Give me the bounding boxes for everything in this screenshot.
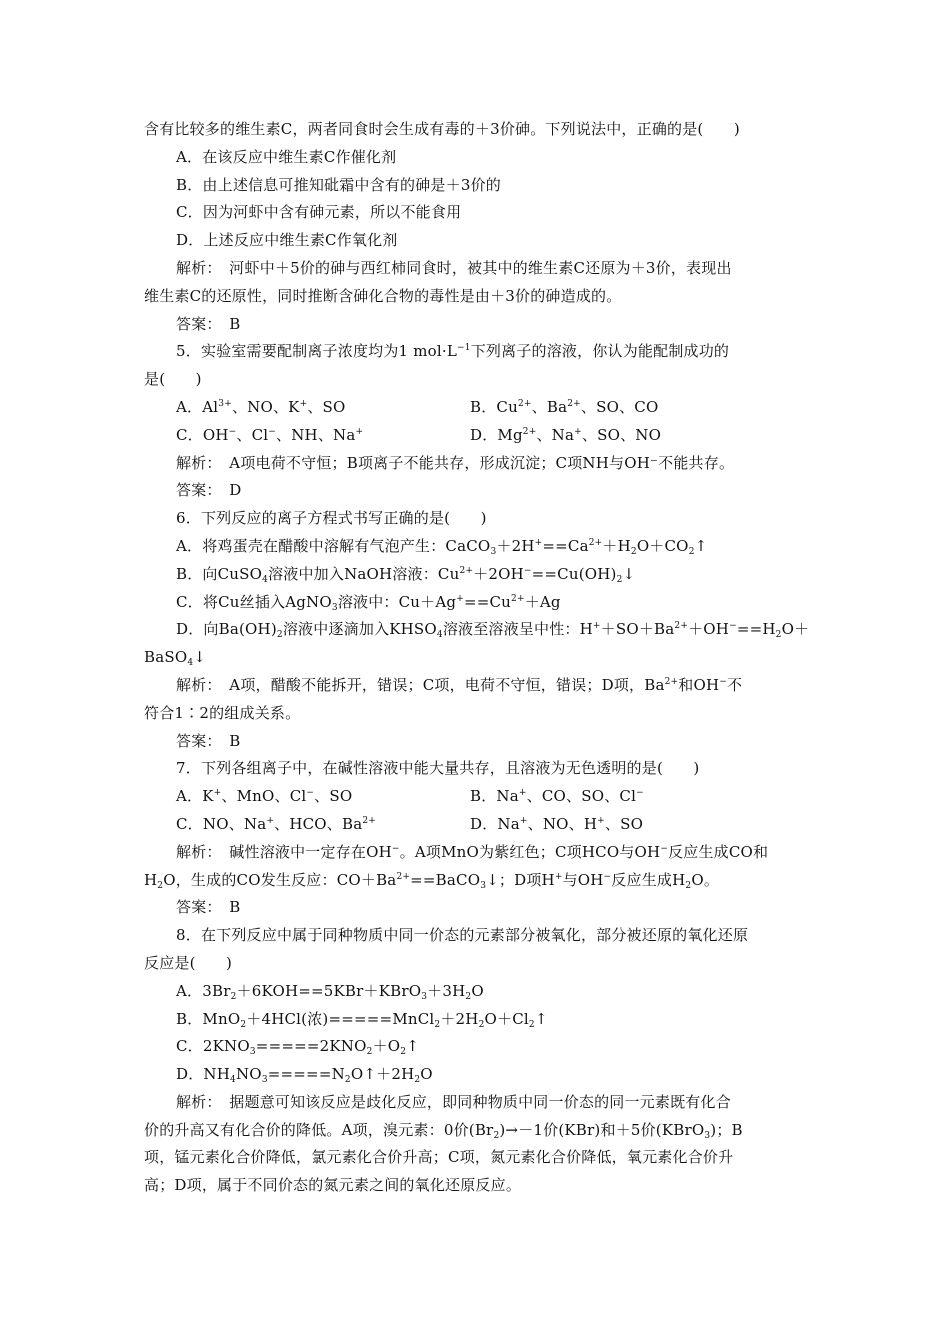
option-cell: D．Na+、NO、H+、SO <box>470 814 644 833</box>
text-line: $H_2O$，生成的CO发生反应：$CO+Ba^{2+}==BaCO_3↓$；D项H+与OH−反应生成$H_2O$。 <box>144 870 720 891</box>
text-line: D．向$Ba(OH)_2$溶液中逐滴加入$KHSO_4$溶液至溶液呈中性：$H^++SO+Ba^{2+}+OH^-==H_2O+$ <box>176 620 810 641</box>
option-cell: C．OH−、Cl−、NH、Na+ <box>176 425 364 444</box>
text-line: D．上述反应中维生素C作氧化剂 <box>176 231 398 250</box>
text-line: 反应是( ) <box>144 953 233 972</box>
text-line: B．由上述信息可推知砒霜中含有的砷是＋3价的 <box>176 175 501 194</box>
option-cell: B．$Cu^{2+}$、$Ba^{2+}$、SO、CO <box>470 397 659 416</box>
option-cell: A．K+、MnO、Cl−、SO <box>176 787 353 806</box>
text-line: 符合1∶2的组成关系。 <box>144 703 301 722</box>
option-row <box>144 422 808 450</box>
text-line: A．将鸡蛋壳在醋酸中溶解有气泡产生：$CaCO_3+2H^+==Ca^{2+}+H_2O+CO_2↑$ <box>176 536 708 557</box>
text-line: 项，锰元素化合价降低，氯元素化合价升高；C项，氮元素化合价降低，氧元素化合价升 <box>144 1148 734 1167</box>
option-row <box>144 811 808 839</box>
option-cell: A．$Al^{3+}$、NO、K+、SO <box>176 397 346 416</box>
text-line: C．将Cu丝插入AgNO$_3$溶液中：$Cu+Ag^+==Cu^{2+}+Ag$ <box>176 592 561 613</box>
option-row <box>144 394 808 422</box>
text-line: D．$NH_4NO_3=====N_2O↑+2H_2O$ <box>176 1065 433 1086</box>
text-line: 答案： B <box>176 731 241 750</box>
text-line: 解析： 碱性溶液中一定存在OH−。A项MnO为紫红色；C项HCO与OH−反应生成CO和 <box>176 842 769 861</box>
text-line: 价的升高又有化合价的降低。A项，溴元素：0价$(Br_2)\to-1$价(KBr)和＋5价(KBrO$_3$)；B <box>144 1120 743 1141</box>
text-line: 答案： B <box>176 898 241 917</box>
text-line: 含有比较多的维生素C，两者同食时会生成有毒的＋3价砷。下列说法中，正确的是( ) <box>144 120 740 138</box>
text-line: A．$3Br_2+6KOH==5KBr+KBrO_3+3H_2O$ <box>176 981 484 1002</box>
text-line: 解析： 河虾中＋5价的砷与西红柿同食时，被其中的维生素C还原为＋3价，表现出 <box>176 258 732 277</box>
text-line: 6．下列反应的离子方程式书写正确的是( ) <box>176 509 487 528</box>
text-line: 7．下列各组离子中，在碱性溶液中能大量共存，且溶液为无色透明的是( ) <box>176 759 700 778</box>
text-line: 维生素C的还原性，同时推断含砷化合物的毒性是由＋3价的砷造成的。 <box>144 286 622 305</box>
text-line: A．在该反应中维生素C作催化剂 <box>176 147 397 166</box>
text-line: 答案： B <box>176 314 241 333</box>
text-line: 答案： D <box>176 481 242 500</box>
option-cell: C．NO、Na+、HCO、$Ba^{2+}$ <box>176 814 377 833</box>
text-line: C．$2KNO_3=====2KNO_2+O_2↑$ <box>176 1037 419 1058</box>
text-line: B．MnO$_2$＋4HCl(浓)$=====MnCl_2+2H_2O+Cl_2↑$ <box>176 1009 548 1030</box>
text-line: 解析： A项，醋酸不能拆开，错误；C项，电荷不守恒，错误；D项，$Ba^{2+}$和OH−不 <box>176 675 743 694</box>
text-line: 5．实验室需要配制离子浓度均为1 $mol\cdot L^{-1}$下列离子的溶液，你认为能配制成功的 <box>176 342 730 361</box>
text-line: C．因为河虾中含有砷元素，所以不能食用 <box>176 203 462 222</box>
text-line: 是( ) <box>144 370 202 389</box>
document-body <box>144 116 808 1200</box>
option-row <box>144 783 808 811</box>
text-line: 8．在下列反应中属于同种物质中同一价态的元素部分被氧化，部分被还原的氧化还原 <box>176 926 749 945</box>
text-line: BaSO$_4$↓ <box>144 648 207 669</box>
option-cell: B．Na+、CO、SO、Cl− <box>470 787 644 806</box>
text-line: 高；D项，属于不同价态的氮元素之间的氧化还原反应。 <box>144 1176 522 1195</box>
text-line: 解析： A项电荷不守恒；B项离子不能共存，形成沉淀；C项NH与OH⁻不能共存。 <box>176 453 735 472</box>
text-line: 解析： 据题意可知该反应是歧化反应，即同种物质中同一价态的同一元素既有化合 <box>176 1092 731 1111</box>
option-cell: D．$Mg^{2+}$、Na+、SO、NO <box>470 425 662 444</box>
text-line: B．向CuSO$_4$溶液中加入NaOH溶液：$Cu^{2+}+2OH^-==Cu(OH)_2↓$ <box>176 564 636 585</box>
